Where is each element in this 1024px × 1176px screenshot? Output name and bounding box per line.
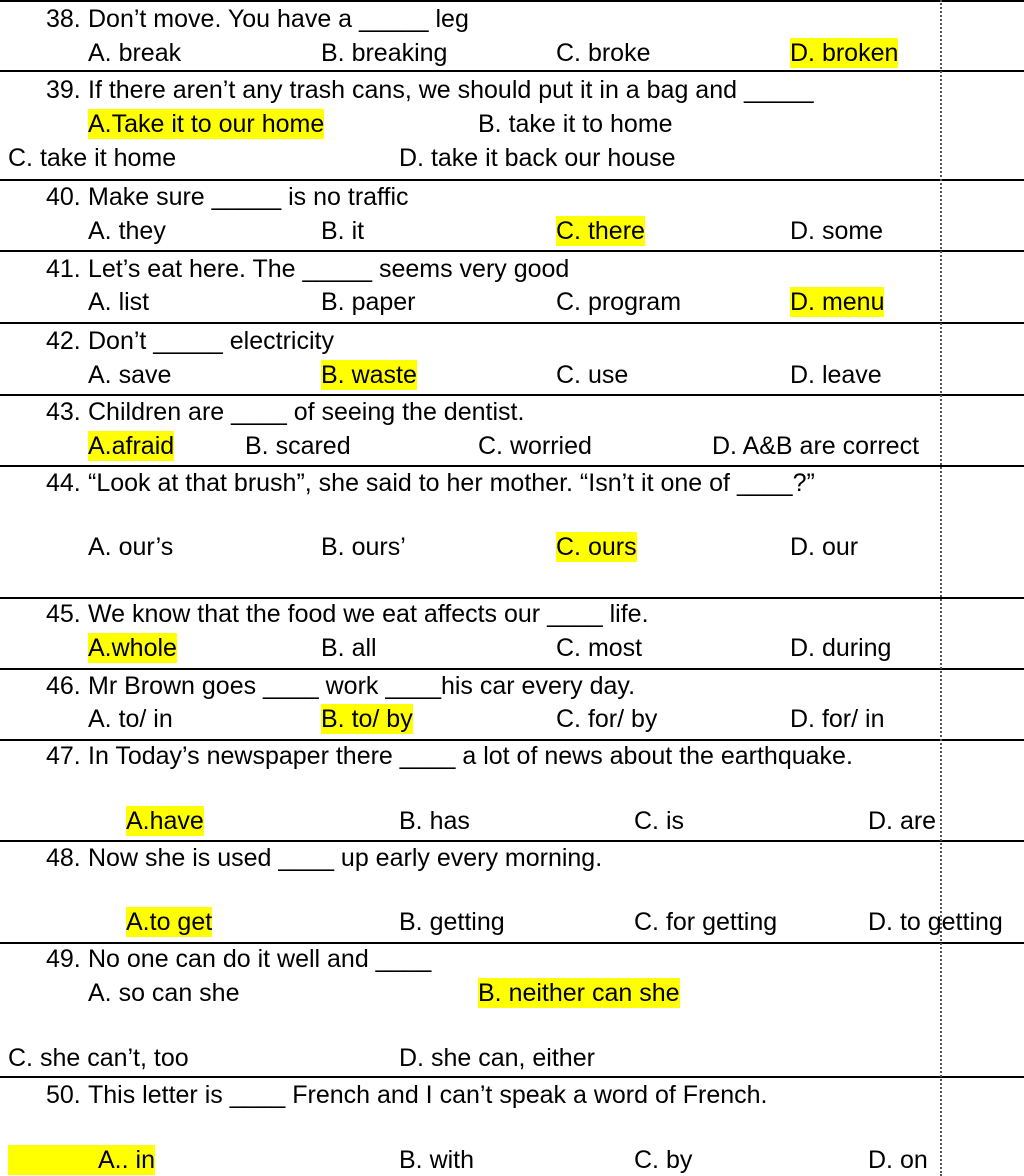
- question-text: In Today’s newspaper there ____ a lot of news about the earthquake.: [88, 742, 853, 770]
- answer-option-highlighted: A.. in: [98, 1146, 155, 1174]
- question-number: 41.: [46, 255, 81, 283]
- question-number: 42.: [46, 327, 81, 355]
- answer-option-highlighted: A.Take it to our home: [88, 110, 325, 138]
- row-divider: [0, 465, 1024, 467]
- answer-option: D. leave: [790, 361, 882, 389]
- row-divider: [0, 70, 1024, 72]
- answer-option: C. worried: [478, 432, 592, 460]
- answer-option-highlighted: A.afraid: [88, 432, 175, 460]
- question-text: Don’t move. You have a _____ leg: [88, 5, 469, 33]
- question-number: 40.: [46, 183, 81, 211]
- question-number: 46.: [46, 672, 81, 700]
- answer-option: C. broke: [556, 39, 651, 67]
- answer-option: B. take it to home: [478, 110, 673, 138]
- answer-option-highlighted: B. neither can she: [478, 979, 680, 1007]
- answer-option: C. use: [556, 361, 629, 389]
- question-number: 50.: [46, 1081, 81, 1109]
- answer-option-highlighted: C. ours: [556, 533, 637, 561]
- row-divider: [0, 394, 1024, 396]
- answer-option: A. save: [88, 361, 172, 389]
- question-text: Now she is used ____ up early every morning.: [88, 844, 603, 872]
- question-text: If there aren’t any trash cans, we should put it in a bag and _____: [88, 76, 814, 104]
- question-text: “Look at that brush”, she said to her mother. “Isn’t it one of ____?”: [88, 469, 815, 497]
- answer-option: D. she can, either: [399, 1044, 595, 1072]
- answer-option: A. list: [88, 288, 150, 316]
- question-number: 44.: [46, 469, 81, 497]
- answer-option-highlighted: A.to get: [126, 908, 213, 936]
- answer-option: A. they: [88, 217, 166, 245]
- answer-option: C. program: [556, 288, 682, 316]
- highlight-block: [8, 1145, 98, 1175]
- question-text: Don’t _____ electricity: [88, 327, 334, 355]
- answer-option: D. on: [868, 1146, 928, 1174]
- row-divider: [0, 179, 1024, 181]
- answer-option-highlighted: C. there: [556, 217, 645, 245]
- answer-option: B. breaking: [321, 39, 448, 67]
- answer-option: C. by: [634, 1146, 693, 1174]
- answer-option: B. ours’: [321, 533, 406, 561]
- answer-option: B. scared: [245, 432, 351, 460]
- question-text: Children are ____ of seeing the dentist.: [88, 398, 525, 426]
- answer-option: D. are: [868, 807, 937, 835]
- answer-option-highlighted: A.have: [126, 807, 204, 835]
- answer-option: B. all: [321, 634, 377, 662]
- answer-option: C. take it home: [8, 144, 177, 172]
- answer-option: D. during: [790, 634, 892, 662]
- question-number: 38.: [46, 5, 81, 33]
- answer-option: A. so can she: [88, 979, 240, 1007]
- question-number: 45.: [46, 600, 81, 628]
- answer-option: B. with: [399, 1146, 475, 1174]
- row-divider: [0, 668, 1024, 670]
- row-divider: [0, 1076, 1024, 1078]
- answer-option: C. is: [634, 807, 684, 835]
- question-number: 48.: [46, 844, 81, 872]
- answer-option: C. most: [556, 634, 643, 662]
- answer-option: D. to getting: [868, 908, 1003, 936]
- answer-option: D. take it back our house: [399, 144, 676, 172]
- answer-option: A. to/ in: [88, 705, 173, 733]
- answer-option: B. paper: [321, 288, 416, 316]
- question-text: Mr Brown goes ____ work ____his car every day.: [88, 672, 636, 700]
- row-divider: [0, 0, 1024, 2]
- answer-option-highlighted: B. to/ by: [321, 705, 413, 733]
- answer-option: A. our’s: [88, 533, 174, 561]
- answer-option: D. A&B are correct: [712, 432, 920, 460]
- answer-option-highlighted: D. broken: [790, 39, 899, 67]
- question-number: 49.: [46, 945, 81, 973]
- question-text: We know that the food we eat affects our ____ life.: [88, 600, 649, 628]
- answer-option-highlighted: B. waste: [321, 361, 417, 389]
- answer-option: D. for/ in: [790, 705, 885, 733]
- answer-option: B. it: [321, 217, 365, 245]
- row-divider: [0, 322, 1024, 324]
- answer-option: B. has: [399, 807, 470, 835]
- row-divider: [0, 250, 1024, 252]
- answer-option: C. for/ by: [556, 705, 658, 733]
- row-divider: [0, 840, 1024, 842]
- question-text: No one can do it well and ____: [88, 945, 432, 973]
- answer-option: D. our: [790, 533, 859, 561]
- page-break-line: [940, 0, 942, 1176]
- answer-option: C. for getting: [634, 908, 778, 936]
- question-text: Make sure _____ is no traffic: [88, 183, 409, 211]
- answer-option: B. getting: [399, 908, 505, 936]
- question-number: 43.: [46, 398, 81, 426]
- answer-option-highlighted: A.whole: [88, 634, 177, 662]
- answer-option: C. she can’t, too: [8, 1044, 189, 1072]
- answer-option: A. break: [88, 39, 182, 67]
- answer-option: D. some: [790, 217, 884, 245]
- question-text: This letter is ____ French and I can’t speak a word of French.: [88, 1081, 768, 1109]
- question-number: 39.: [46, 76, 81, 104]
- answer-option-highlighted: D. menu: [790, 288, 885, 316]
- question-text: Let’s eat here. The _____ seems very good: [88, 255, 570, 283]
- question-number: 47.: [46, 742, 81, 770]
